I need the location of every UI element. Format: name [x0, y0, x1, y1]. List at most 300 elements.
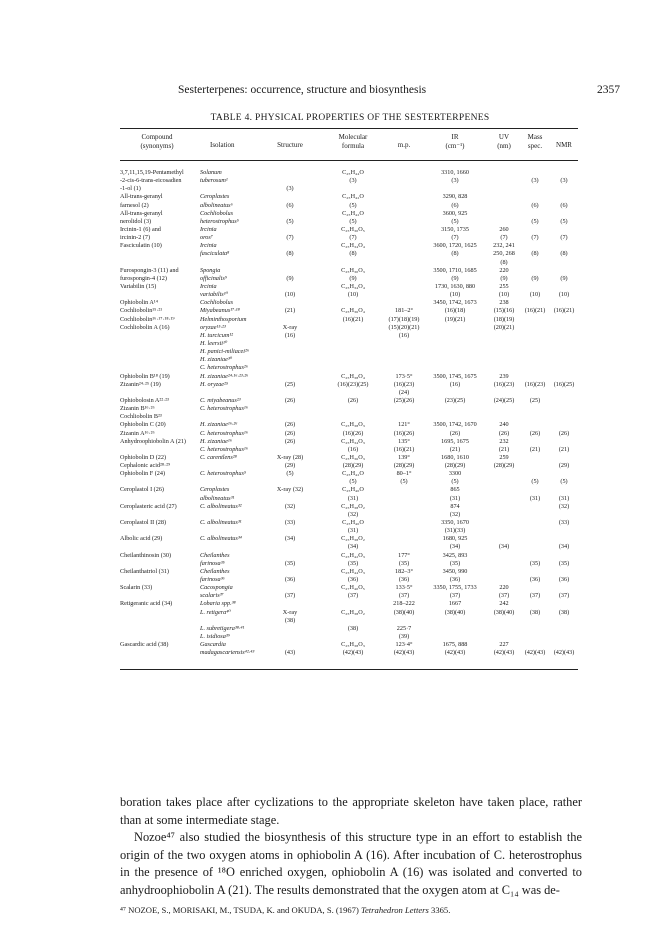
cell-isolation: H. oryzae²⁵	[200, 380, 229, 388]
cell-ir: (32)	[449, 510, 461, 518]
cell-isolation: madagascariensis⁴²·⁴³	[200, 649, 255, 657]
cell-compound: Zizanin B¹⁶·²⁶	[120, 405, 155, 413]
cell-ir: (3)	[451, 177, 459, 185]
cell-isolation: Cheilanthes	[200, 567, 230, 575]
table-row	[0, 543, 672, 551]
table-row	[0, 592, 672, 600]
cell-ir: 1667	[448, 600, 462, 608]
table-row	[0, 332, 672, 340]
cell-nmr: (31)	[558, 494, 570, 502]
table-row	[0, 218, 672, 226]
cell-formula: (31)	[347, 494, 359, 502]
cell-structure: (33)	[284, 519, 296, 527]
cell-compound: Variabilin (15)	[120, 282, 157, 290]
cell-mp: 177°	[398, 551, 410, 559]
table-row	[0, 210, 672, 218]
cell-structure: (6)	[286, 201, 294, 209]
cell-formula: (31)	[347, 527, 359, 535]
cell-compound: Scalarin (33)	[120, 584, 153, 592]
cell-uv: 242	[499, 600, 509, 608]
cell-structure: (37)	[284, 592, 296, 600]
cell-structure: (10)	[284, 291, 296, 299]
cell-isolation: Lobaria spp.³⁸	[200, 600, 236, 608]
cell-nmr: (8)	[560, 250, 568, 258]
cell-ir: (35)	[449, 559, 461, 567]
table-row	[0, 283, 672, 291]
table-row	[0, 649, 672, 657]
cell-formula: (5)	[349, 217, 357, 225]
cell-isolation: C. albolineatus³⁴	[200, 535, 242, 543]
cell-mp: (36)	[398, 576, 410, 584]
column-header-uv-label: UV	[498, 133, 510, 141]
table-row	[0, 307, 672, 315]
cell-formula: (42)(43)	[342, 649, 364, 657]
cell-ir: 1680, 925	[442, 535, 468, 543]
column-header-formula-sub: formula	[341, 141, 365, 150]
cell-formula: (16)(21)	[342, 315, 364, 323]
cell-nmr: (5)	[560, 217, 568, 225]
cell-ir: 3500, 1742, 1670	[433, 421, 477, 429]
cell-uv: (24)(25)	[493, 396, 515, 404]
cell-formula: (5)	[349, 478, 357, 486]
cell-nmr: (36)	[558, 576, 570, 584]
cell-structure: (8)	[286, 250, 294, 258]
cell-compound: Cochliobolin¹⁵·²¹	[120, 307, 163, 315]
cell-mp: (16)(23)	[393, 380, 415, 388]
running-head: Sesterterpenes: occurrence, structure and biosynthesis	[178, 84, 427, 96]
cell-structure: (26)	[284, 396, 296, 404]
cell-compound: All-trans-geranyl	[120, 209, 163, 217]
cell-ir: (36)	[449, 576, 461, 584]
column-header-mass-sub: spec.	[527, 141, 543, 150]
cell-formula: C₂₅H₄₄O₃	[341, 567, 365, 575]
table-row	[0, 226, 672, 234]
table-row	[0, 389, 672, 397]
cell-isolation: Miyabeanus¹⁷·¹⁸	[200, 307, 240, 315]
cell-nmr: (16)(25)	[553, 380, 575, 388]
cell-ir: 3600, 925	[442, 209, 468, 217]
body-text	[120, 794, 582, 899]
cell-formula: (8)	[349, 250, 357, 258]
cell-isolation: C. heterostrophus¹⁶	[200, 405, 248, 413]
cell-nmr: (9)	[560, 274, 568, 282]
paragraph-1: boration takes place after cyclizations to the appropriate skeleton have taken place, rather than at some intermediate stage.	[120, 795, 582, 827]
cell-compound: Anhydroophiobolin A (21)	[120, 437, 186, 445]
cell-ir: 3310, 1660	[441, 169, 469, 176]
cell-formula: (32)	[347, 510, 359, 518]
cell-uv: (37)	[498, 592, 510, 600]
cell-isolation: officinalis⁹	[200, 274, 227, 282]
cell-isolation: Ircinia	[200, 242, 217, 250]
cell-mp: (24)	[398, 388, 410, 396]
column-header-uv-sub: (nm)	[497, 141, 511, 150]
cell-mass: (5)	[531, 217, 539, 225]
table-row	[0, 202, 672, 210]
table-header-rule	[120, 160, 578, 161]
cell-mp: 139°	[398, 453, 410, 461]
cell-formula: C₂₅H₃₄O₄	[341, 282, 365, 290]
cell-uv: (21)	[498, 445, 510, 453]
cell-uv: 220	[499, 266, 509, 274]
cell-isolation: Ircinia	[200, 225, 217, 233]
cell-isolation: Ceroplastes	[200, 486, 230, 494]
table-row	[0, 641, 672, 649]
cell-compound: nerolidol (3)	[120, 217, 152, 225]
cell-ir: (37)	[449, 592, 461, 600]
cell-ir: (16)	[449, 380, 461, 388]
cell-isolation: fasciculata⁸	[200, 250, 230, 258]
cell-uv: (26)	[498, 429, 510, 437]
cell-ir: (28)(29)	[444, 462, 466, 470]
cell-mp: (16)	[398, 331, 410, 339]
cell-nmr: (5)	[560, 478, 568, 486]
cell-uv: (16)(23)	[493, 380, 515, 388]
cell-compound: Cephalonic acid²⁸·²⁹	[120, 462, 171, 470]
footnote-journal: Tetrahedron Letters	[360, 905, 429, 915]
cell-isolation: albolineatus³¹	[200, 494, 235, 502]
cell-formula: C₂₅H₃₈O₃	[341, 641, 365, 649]
cell-compound: Cochliobolin B²³	[120, 413, 162, 421]
cell-structure: X-ray	[282, 608, 298, 616]
cell-isolation: Cheilanthes	[200, 551, 230, 559]
cell-isolation: heterostrophus⁵	[200, 217, 239, 225]
cell-formula: (34)	[347, 543, 359, 551]
cell-compound: Furospongin-3 (11) and	[120, 266, 179, 274]
cell-mp: (16)(21)	[393, 445, 415, 453]
cell-isolation: Ceroplastes	[200, 193, 230, 201]
cell-mass: (38)	[529, 608, 541, 616]
table-row	[0, 535, 672, 543]
column-header-isolation: Isolation	[210, 141, 235, 149]
cell-ir: (34)	[449, 543, 461, 551]
table-row	[0, 503, 672, 511]
table-row	[0, 250, 672, 258]
cell-isolation: Cochliobolus	[200, 299, 234, 307]
cell-ir: 3425, 893	[442, 551, 468, 559]
cell-ir: (10)	[449, 291, 461, 299]
cell-compound: -1-ol (1)	[120, 185, 141, 193]
table-row	[0, 576, 672, 584]
cell-ir: (21)	[449, 445, 461, 453]
cell-compound: Ceroplastol II (28)	[120, 519, 167, 527]
cell-mp: (5)	[400, 478, 408, 486]
table-row	[0, 242, 672, 250]
table-row	[0, 560, 672, 568]
cell-compound: Ophiobolin D (22)	[120, 453, 167, 461]
cell-ir: 3300	[448, 470, 462, 478]
cell-uv: 238	[499, 299, 509, 307]
cell-nmr: (33)	[558, 519, 570, 527]
cell-formula: (36)	[347, 576, 359, 584]
page-number: 2357	[597, 84, 620, 96]
cell-formula: C₂₅H₃₆O₄	[341, 307, 365, 315]
cell-formula: C₂₅H₃₈O₂	[341, 502, 365, 510]
cell-mass: (36)	[529, 576, 541, 584]
cell-mp: 135°	[398, 437, 410, 445]
cell-compound: -2-cis-6-trans-eicosadien	[120, 177, 182, 185]
cell-formula: (9)	[349, 274, 357, 282]
paragraph-2: Nozoe⁴⁷ also studied the biosynthesis of this structure type in an effort to establish the origin of the two oxygen atoms in ophiobolin A (16). After incubation of C. heterostrophus in the presence of ¹⁸O enriched oxygen, ophiobolin A (16) was isolated and converted to anhydroophiobolin A (21). The results demonstrated that the oxygen atom at C₁₄ was de-	[120, 830, 582, 897]
cell-isolation: H. zizaniae¹⁶	[200, 437, 232, 445]
cell-structure: (21)	[284, 307, 296, 315]
cell-uv: (8)	[500, 258, 508, 266]
table-row	[0, 259, 672, 267]
cell-ir: 3450, 1742, 1673	[433, 299, 477, 307]
cell-structure: (9)	[286, 274, 294, 282]
table-row	[0, 519, 672, 527]
table-row	[0, 413, 672, 421]
table-row	[0, 552, 672, 560]
cell-formula: C₂₅H₃₀O₅	[341, 225, 365, 233]
cell-structure: (5)	[286, 470, 294, 478]
cell-ir: (7)	[451, 234, 459, 242]
cell-mp: 173·5°	[395, 372, 413, 380]
cell-mp: 225·7	[396, 624, 412, 632]
cell-isolation: variabilis¹⁰	[200, 291, 229, 299]
cell-uv: 232	[499, 437, 509, 445]
column-header-ir-label: IR	[451, 133, 459, 141]
column-header-formula	[339, 133, 368, 150]
table-row	[0, 568, 672, 576]
table-row	[0, 185, 672, 193]
cell-structure: (32)	[284, 502, 296, 510]
cell-formula: C₂₅H₃₀O₃	[341, 266, 365, 274]
cell-mass: (8)	[531, 250, 539, 258]
table-row	[0, 291, 672, 299]
table-row	[0, 600, 672, 608]
cell-formula: C₂₅H₃₈O₄	[341, 372, 365, 380]
cell-nmr: (26)	[558, 429, 570, 437]
cell-compound: Ircinin-1 (6) and	[120, 225, 161, 233]
cell-mass: (9)	[531, 274, 539, 282]
table-row	[0, 267, 672, 275]
cell-formula: (37)	[347, 592, 359, 600]
cell-compound: Zizanin²⁴·²⁵ (19)	[120, 380, 161, 388]
cell-mp: (15)(20)(21)	[388, 323, 420, 331]
cell-structure: (16)	[284, 331, 296, 339]
cell-structure: (29)	[284, 462, 296, 470]
column-header-structure: Structure	[277, 141, 303, 149]
cell-uv: (10)	[498, 291, 510, 299]
cell-formula: (38)	[347, 624, 359, 632]
cell-compound: Ophiobolin C (20)	[120, 421, 166, 429]
cell-compound: Ophiobolin B¹⁸ (19)	[120, 372, 170, 380]
cell-compound: Albolic acid (29)	[120, 535, 163, 543]
table-row	[0, 478, 672, 486]
cell-formula: (28)(29)	[342, 462, 364, 470]
cell-ir: 3350, 1755, 1733	[433, 584, 477, 592]
cell-mp: (39)	[398, 633, 410, 641]
cell-ir: (31)(33)	[444, 527, 466, 535]
cell-formula: (16)	[347, 445, 359, 453]
table-body	[0, 169, 672, 657]
cell-mass: (6)	[531, 201, 539, 209]
cell-compound: Zizanin A¹⁶·²⁶	[120, 429, 155, 437]
cell-formula: (35)	[347, 559, 359, 567]
cell-compound: All-trans-geranyl	[120, 193, 163, 201]
cell-isolation: H. zizaniae³⁰	[200, 356, 233, 364]
cell-mass: (25)	[529, 396, 541, 404]
table-row	[0, 405, 672, 413]
cell-isolation: H. turcicum¹²	[200, 331, 234, 339]
cell-formula: (26)	[347, 396, 359, 404]
cell-mp: (42)(43)	[393, 649, 415, 657]
cell-structure: X-ray	[282, 323, 298, 331]
table-row	[0, 430, 672, 438]
table-row	[0, 438, 672, 446]
cell-structure: (7)	[286, 234, 294, 242]
cell-ir: (9)	[451, 274, 459, 282]
cell-structure: (43)	[284, 649, 296, 657]
cell-isolation: C. heterostrophus¹⁶	[200, 429, 248, 437]
cell-isolation: H. zizaniae²⁴·¹⁶·²³·²⁶	[200, 372, 249, 380]
cell-structure: (25)	[284, 380, 296, 388]
cell-formula: C₂₅H₃₈O₂	[341, 535, 365, 543]
table-row	[0, 373, 672, 381]
table-row	[0, 495, 672, 503]
cell-structure: (35)	[284, 559, 296, 567]
cell-uv: (20)(21)	[493, 323, 515, 331]
cell-formula: C₂₅H₄₀O	[342, 519, 364, 527]
cell-nmr: (35)	[558, 559, 570, 567]
cell-structure: X-ray (32)	[276, 486, 304, 494]
cell-ir: 865	[450, 486, 460, 494]
cell-formula: (16)(23)(25)	[337, 380, 369, 388]
cell-structure: X-ray (28)	[276, 453, 304, 461]
cell-structure: (38)	[284, 616, 296, 624]
cell-isolation: H. panici-miliacei²⁶	[200, 348, 250, 356]
cell-uv: 259	[499, 453, 509, 461]
table-row	[0, 421, 672, 429]
cell-nmr: (16)(21)	[553, 307, 575, 315]
cell-formula: C₂₅H₃₈O₂	[341, 608, 365, 616]
cell-formula: (10)	[347, 291, 359, 299]
cell-uv: (18)(19)	[493, 315, 515, 323]
cell-uv: 250, 268	[493, 250, 515, 258]
cell-ir: 3500, 1745, 1675	[433, 372, 477, 380]
cell-mp: 80–1°	[396, 470, 412, 478]
cell-mp: (37)	[398, 592, 410, 600]
cell-formula: C₂₅H₄₂O	[342, 470, 364, 478]
cell-ir: (38)(40)	[444, 608, 466, 616]
cell-compound: farnesol (2)	[120, 201, 149, 209]
cell-mass: (35)	[529, 559, 541, 567]
table-row	[0, 470, 672, 478]
cell-mass: (42)(43)	[524, 649, 546, 657]
table-row	[0, 527, 672, 535]
column-header-formula-label: Molecular	[338, 133, 368, 141]
cell-ir: (42)(43)	[444, 649, 466, 657]
cell-mp: (17)(18)(19)	[388, 315, 420, 323]
cell-ir: 874	[450, 502, 460, 510]
cell-ir: 3290, 828	[442, 193, 468, 201]
cell-compound: Ophiobolin A¹⁴	[120, 299, 158, 307]
cell-structure: (26)	[284, 421, 296, 429]
cell-isolation: L. isidiosa³⁹	[200, 633, 230, 641]
cell-nmr: (3)	[560, 177, 568, 185]
cell-structure: (3)	[286, 185, 294, 193]
cell-ir: (26)	[449, 429, 461, 437]
cell-ir: 3450, 990	[442, 567, 468, 575]
cell-formula: C₂₅H₃₆O₃	[341, 453, 365, 461]
cell-isolation: C. miyabeanus²³	[200, 396, 241, 404]
cell-compound: Cochliobolin A (16)	[120, 323, 170, 331]
cell-isolation: H. zizaniae¹⁶·²⁶	[200, 421, 238, 429]
cell-formula: C₂₅H₃₈O₃	[341, 421, 365, 429]
cell-uv: 239	[499, 372, 509, 380]
cell-ir: 3500, 1710, 1685	[433, 266, 477, 274]
cell-ir: (19)(21)	[444, 315, 466, 323]
cell-compound: Gascardic acid (38)	[120, 641, 169, 649]
cell-isolation: H. leersii¹⁰	[200, 339, 228, 347]
column-header-nmr: NMR	[556, 141, 572, 149]
cell-mp: 123·4°	[395, 641, 413, 649]
cell-ir: 1675, 888	[442, 641, 468, 649]
cell-mass: (16)(21)	[524, 307, 546, 315]
table-row	[0, 486, 672, 494]
cell-isolation: Gascardia	[200, 641, 226, 649]
column-header-compound-sub: (synonyms)	[140, 141, 174, 150]
column-header-compound-label: Compound	[141, 133, 173, 141]
cell-compound: Retigeranic acid (34)	[120, 600, 173, 608]
column-header-uv	[497, 133, 511, 150]
cell-structure: (34)	[284, 535, 296, 543]
table-row	[0, 316, 672, 324]
column-header-mass	[528, 133, 543, 150]
cell-formula: C₂₅H₄₄O	[342, 169, 364, 176]
table-row	[0, 299, 672, 307]
cell-formula: C₂₇H₄₀O₅	[341, 584, 365, 592]
cell-nmr: (32)	[558, 502, 570, 510]
cell-isolation: C. albolineatus³¹	[200, 519, 242, 527]
table-row	[0, 397, 672, 405]
column-header-compound	[140, 133, 173, 150]
cell-compound: Ceroplasteric acid (27)	[120, 502, 177, 510]
cell-ir: 3600, 1720, 1625	[433, 242, 477, 250]
table-row	[0, 356, 672, 364]
cell-uv: 227	[499, 641, 509, 649]
page-header	[120, 84, 620, 98]
cell-mp: (35)	[398, 559, 410, 567]
cell-isolation: Ircinia	[200, 282, 217, 290]
cell-formula: C₂₅H₃₄O₄	[341, 242, 365, 250]
cell-ir: (31)	[449, 494, 461, 502]
cell-isolation: L. retigera⁴⁰	[200, 608, 231, 616]
cell-ir: (5)	[451, 478, 459, 486]
cell-ir: 1695, 1675	[441, 437, 469, 445]
cell-mass: (3)	[531, 177, 539, 185]
cell-ir: (16)(18)	[444, 307, 466, 315]
cell-uv: (34)	[498, 543, 510, 551]
cell-formula: C₂₅H₄₀O	[342, 486, 364, 494]
cell-structure: (36)	[284, 576, 296, 584]
table-row	[0, 364, 672, 372]
cell-compound: Ophiobolin F (24)	[120, 470, 166, 478]
cell-compound: Fasciculatin (10)	[120, 242, 162, 250]
column-header-mass-label: Mass	[527, 133, 543, 141]
cell-isolation: farinosa³⁶	[200, 576, 225, 584]
cell-nmr: (29)	[558, 462, 570, 470]
column-header-ir	[445, 133, 464, 150]
table-row	[0, 454, 672, 462]
cell-isolation: oryzae¹⁵·²³	[200, 323, 226, 331]
cell-mp: 133·5°	[395, 584, 413, 592]
table-row	[0, 193, 672, 201]
cell-nmr: (37)	[558, 592, 570, 600]
cell-mass: (37)	[529, 592, 541, 600]
cell-isolation: C. carentlens²⁸	[200, 453, 237, 461]
cell-mass: (5)	[531, 478, 539, 486]
